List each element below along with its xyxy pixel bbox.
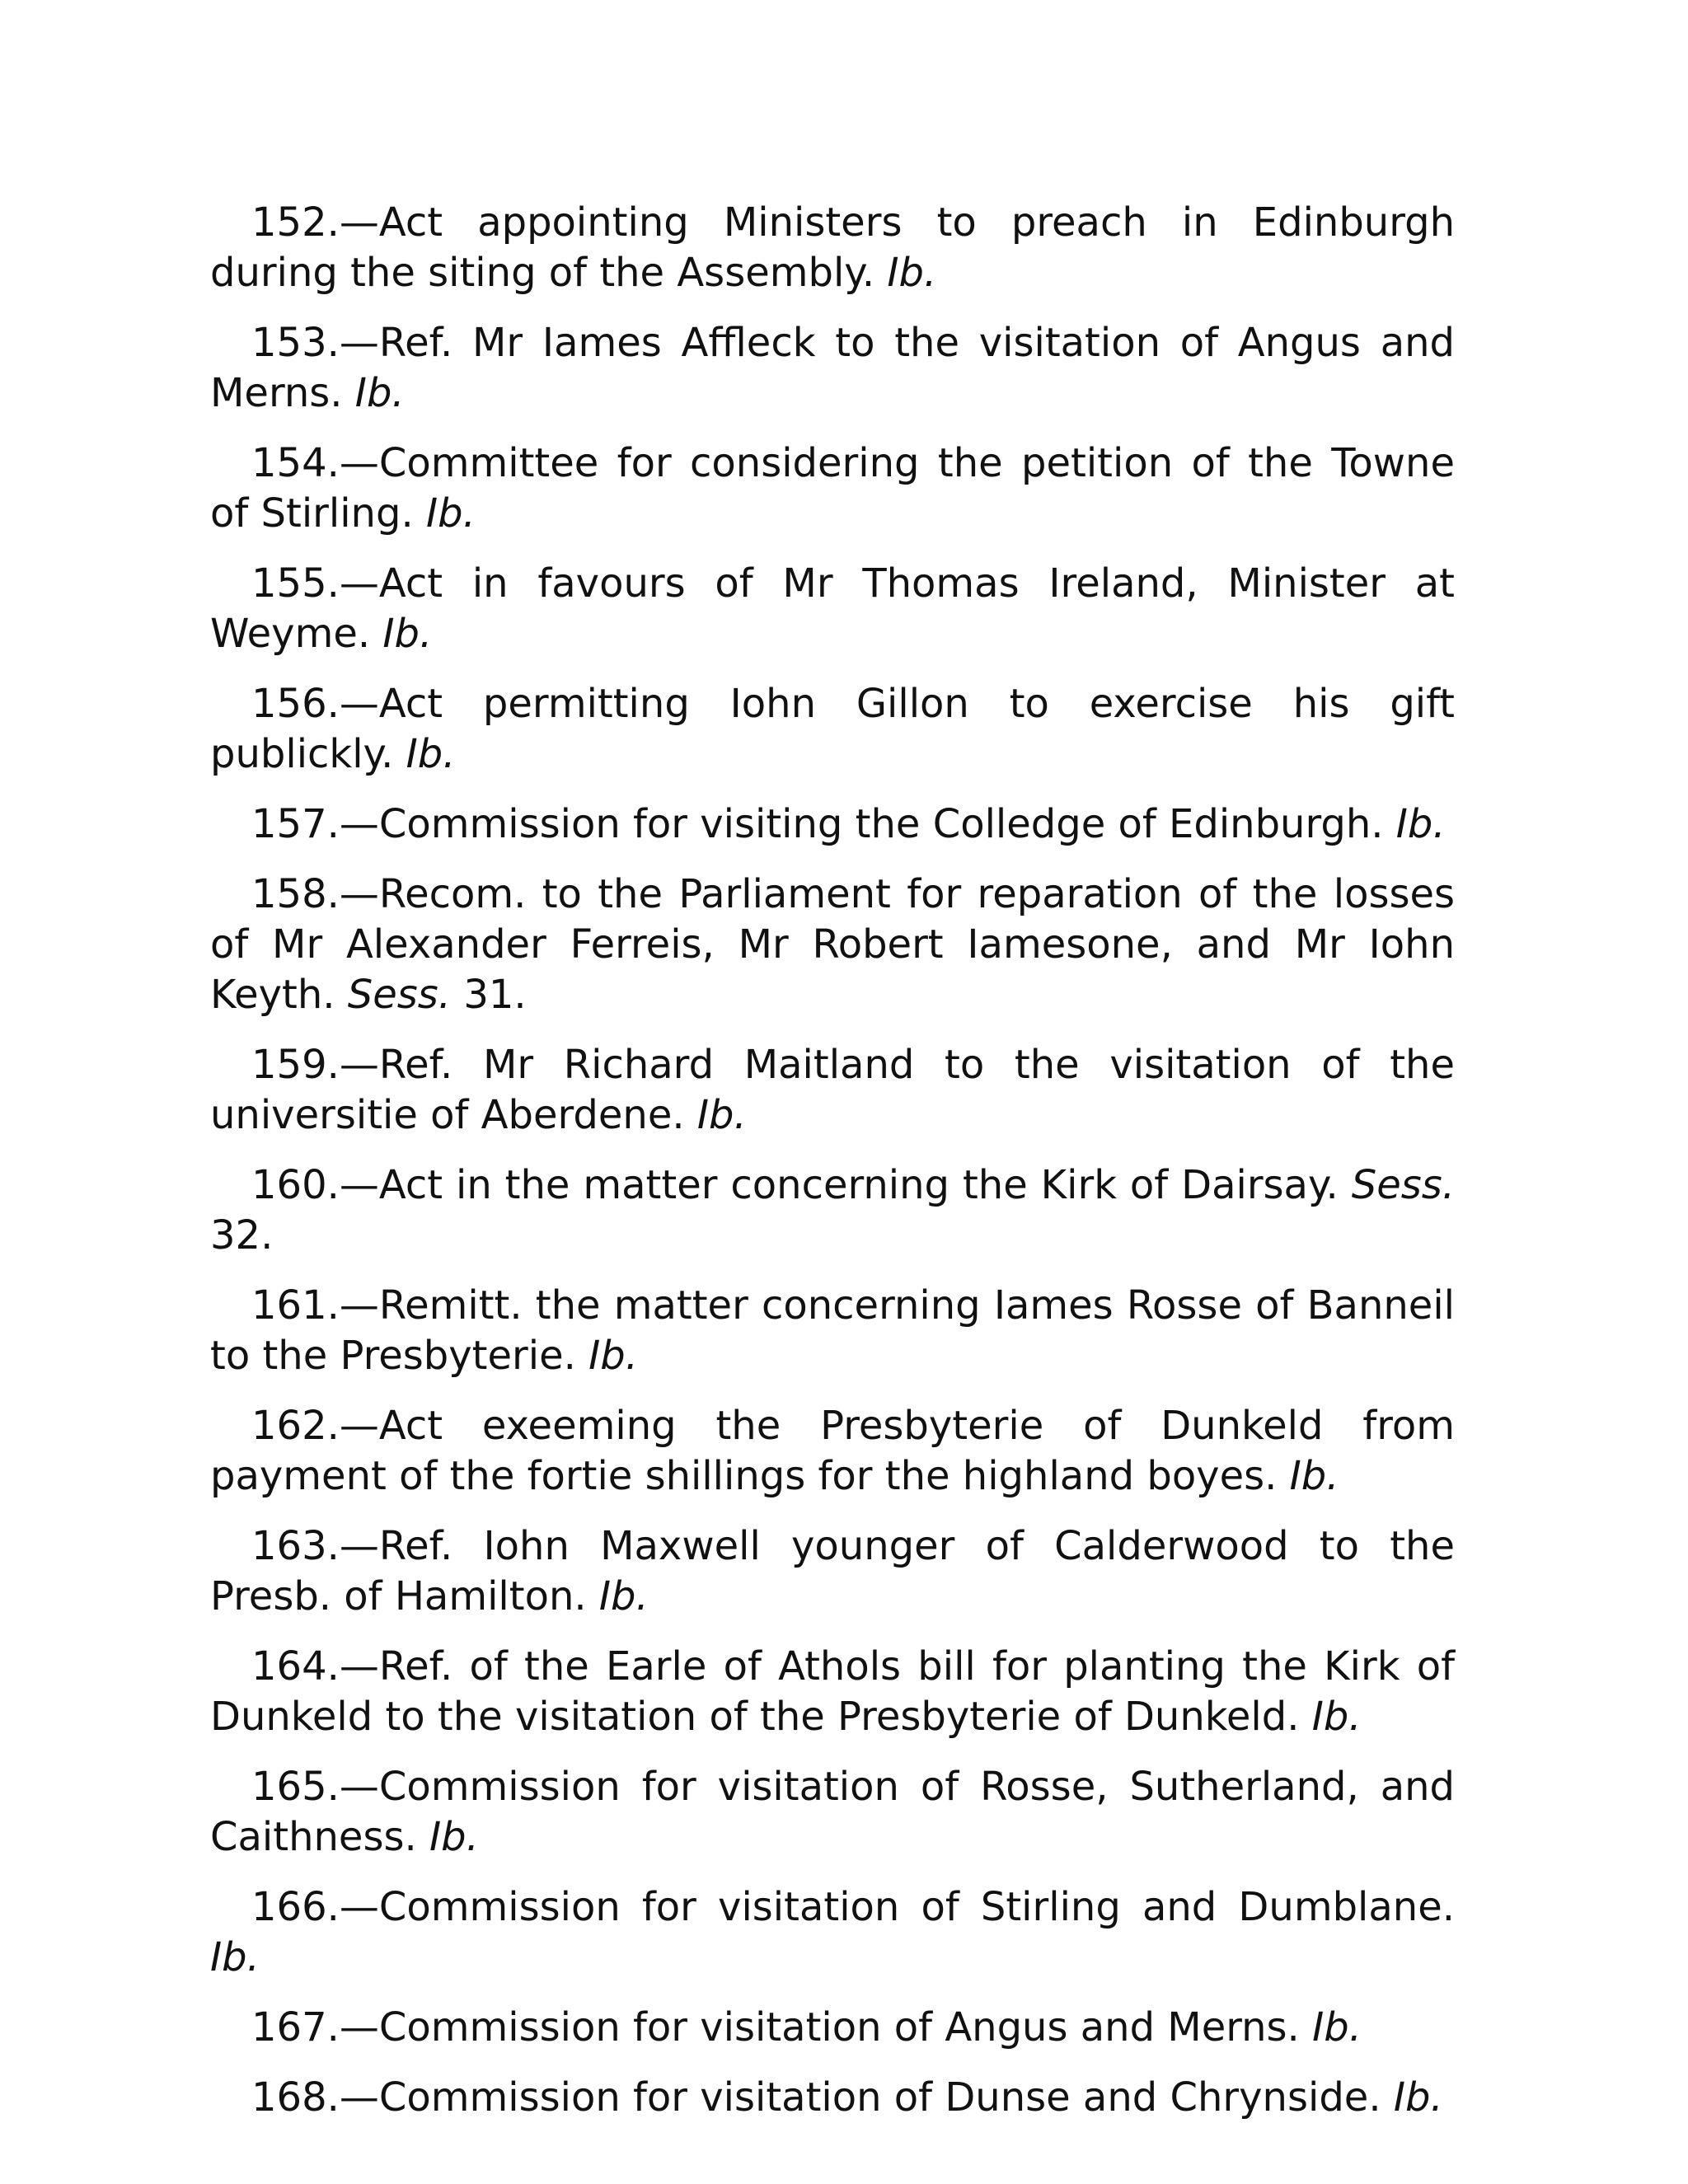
entry-text: 152.—Act appointing Ministers to preach in Edinburgh during the siting of the Assembly. [210, 199, 1455, 296]
entry-168 [210, 2073, 1455, 2123]
entry-text: 167.—Commission for visitation of Angus and Merns. [251, 2004, 1313, 2050]
entry-reference: Ib. [382, 611, 433, 657]
entry-reference: Ib. [598, 1573, 649, 1619]
entry-text: 161.—Remitt. the matter concerning Iames Rosse of Banneil to the Presbyterie. [210, 1282, 1455, 1379]
entry-reference: Sess. [347, 972, 452, 1018]
entry-166 [210, 1882, 1455, 1983]
entry-text: 162.—Act exeeming the Presbyterie of Dunkeld from payment of the fortie shillings for the highland boyes. [210, 1403, 1455, 1499]
entry-text: 163.—Ref. Iohn Maxwell younger of Calderwood to the Presb. of Hamilton. [210, 1523, 1455, 1619]
entry-161 [210, 1281, 1455, 1381]
entry-reference: Ib. [1311, 1694, 1362, 1740]
entry-165 [210, 1762, 1455, 1863]
entry-text: 155.—Act in favours of Mr Thomas Ireland, Minister at Weyme. [210, 560, 1455, 657]
entry-reference: Ib. [1395, 801, 1446, 847]
entry-158 [210, 869, 1455, 1020]
entry-text: 159.—Ref. Mr Richard Maitland to the visitation of the universitie of Aberdene. [210, 1042, 1455, 1138]
entry-text: 153.—Ref. Mr Iames Affleck to the visitation of Angus and Merns. [210, 320, 1455, 416]
entry-156 [210, 679, 1455, 780]
entry-152 [210, 198, 1455, 298]
entry-reference: Ib. [1393, 2074, 1443, 2121]
entry-157 [210, 799, 1455, 850]
entry-155 [210, 559, 1455, 659]
entry-reference: Ib. [696, 1092, 747, 1138]
entry-suffix: 31. [451, 972, 527, 1018]
entry-reference: Ib. [1289, 1453, 1339, 1499]
document-page [210, 198, 1455, 2143]
entry-159 [210, 1040, 1455, 1141]
entry-text: 165.—Commission for visitation of Rosse, Sutherland, and Caithness. [210, 1764, 1455, 1860]
entry-154 [210, 438, 1455, 539]
entry-162 [210, 1401, 1455, 1502]
entry-text: 164.—Ref. of the Earle of Athols bill for planting the Kirk of Dunkeld to the visitation of the Presbyterie of Dunkeld. [210, 1643, 1455, 1740]
entry-reference: Ib. [425, 490, 476, 537]
entry-reference: Ib. [1312, 2004, 1362, 2050]
entry-text: 160.—Act in the matter concerning the Kirk of Dairsay. [251, 1162, 1352, 1208]
entry-text: 166.—Commission for visitation of Stirling and Dumblane. [251, 1884, 1455, 1930]
entry-text: 157.—Commission for visiting the Colledge of Edinburgh. [251, 801, 1396, 847]
entry-reference: Ib. [429, 1814, 479, 1860]
entry-reference: Ib. [210, 1934, 260, 1980]
entry-text: 154.—Committee for considering the petition of the Towne of Stirling. [210, 440, 1455, 537]
entry-163 [210, 1521, 1455, 1622]
entry-text: 156.—Act permitting Iohn Gillon to exercise his gift publickly. [210, 681, 1455, 777]
entry-160 [210, 1160, 1455, 1261]
entry-153 [210, 318, 1455, 419]
entry-reference: Ib. [588, 1333, 639, 1379]
entry-text: 168.—Commission for visitation of Dunse and Chrynside. [251, 2074, 1394, 2121]
entry-reference: Ib. [354, 370, 405, 416]
entry-suffix: 32. [210, 1212, 274, 1258]
entry-reference: Sess. [1351, 1162, 1455, 1208]
entry-reference: Ib. [887, 250, 937, 296]
entry-reference: Ib. [406, 731, 456, 777]
entry-text: 158.—Recom. to the Parliament for reparation of the losses of Mr Alexander Ferreis, Mr Robert Iamesone, and Mr Iohn Keyth. [210, 871, 1455, 1018]
entry-167 [210, 2003, 1455, 2053]
entry-164 [210, 1642, 1455, 1742]
